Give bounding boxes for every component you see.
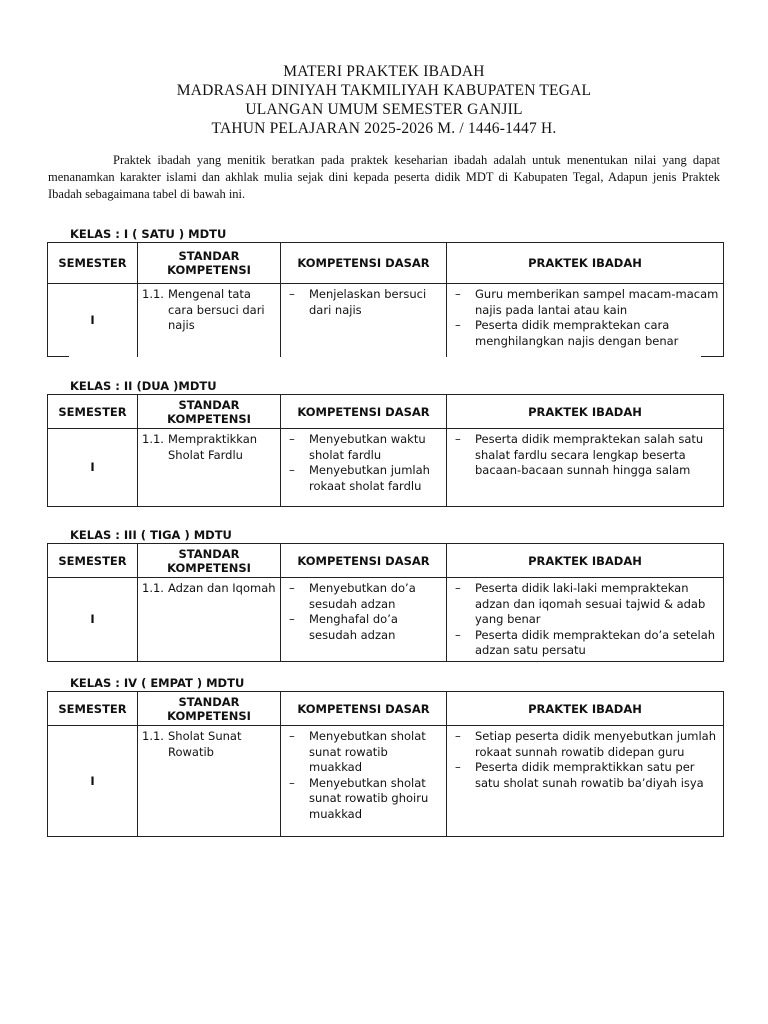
col-praktek-ibadah: PRAKTEK IBADAH	[447, 243, 724, 284]
list-item: – Peserta didik mempraktekan salah satu shalat fardlu secara lengkap beserta bacaan-bacaan sunnah hingga salam	[455, 432, 704, 477]
col-semester: SEMESTER	[48, 544, 138, 578]
sk-text: Mempraktikkan Sholat Fardlu	[168, 432, 258, 462]
document-header	[0, 62, 768, 138]
col-kompetensi-dasar: KOMPETENSI DASAR	[281, 692, 447, 726]
table-row	[48, 726, 724, 837]
col-standar-kompetensi: STANDAR KOMPETENSI	[138, 544, 281, 578]
semester-cell: I	[48, 284, 138, 357]
kelas-title: KELAS : III ( TIGA ) MDTU	[70, 528, 232, 542]
header-institution: MADRASAH DINIYAH TAKMILIYAH KABUPATEN TEGAL	[176, 82, 592, 99]
standar-cell	[138, 429, 281, 507]
semester-cell: I	[48, 726, 138, 837]
praktek-table	[47, 242, 724, 357]
list-item: – Peserta didik mempraktekan cara menghilangkan najis dengan benar	[455, 318, 679, 348]
list-item: – Menjelaskan bersuci dari najis	[289, 287, 427, 317]
kd-cell	[281, 726, 447, 837]
praktek-cell	[447, 429, 724, 507]
section-kelas-3	[47, 527, 723, 662]
sk-number: 1.1.	[142, 432, 164, 446]
list-item: – Menghafal do’a sesudah adzan	[289, 612, 398, 642]
praktek-table	[47, 691, 724, 837]
table-header-row	[48, 395, 724, 429]
intro-paragraph	[48, 152, 720, 203]
col-standar-kompetensi: STANDAR KOMPETENSI	[138, 692, 281, 726]
sk-number: 1.1.	[142, 581, 164, 595]
list-item: – Setiap peserta didik menyebutkan jumlah rokaat sunnah rowatib didepan guru	[455, 729, 716, 759]
list-item: – Peserta didik laki-laki mempraktekan adzan dan iqomah sesuai tajwid & adab yang benar	[455, 581, 706, 626]
table-header-row	[48, 544, 724, 578]
semester-cell: I	[48, 429, 138, 507]
sk-number: 1.1.	[142, 729, 164, 743]
praktek-table	[47, 394, 724, 507]
kd-cell	[281, 284, 447, 357]
col-semester: SEMESTER	[48, 395, 138, 429]
praktek-cell	[447, 578, 724, 662]
intro-text: Praktek ibadah yang menitik beratkan pada praktek keseharian ibadah adalah untuk menentukan nilai yang dapat menanamkan karakter islami dan akhlak mulia sejak dini kepada peserta didik MDT di Kabupaten Tegal, Adapun jenis Praktek Ibadah sebagaimana tabel di bawah ini.	[48, 153, 720, 201]
table-row	[48, 284, 724, 357]
kd-cell	[281, 578, 447, 662]
header-title: MATERI PRAKTEK IBADAH	[283, 63, 485, 80]
section-kelas-4	[47, 675, 723, 837]
col-praktek-ibadah: PRAKTEK IBADAH	[447, 692, 724, 726]
kd-cell	[281, 429, 447, 507]
table-row	[48, 578, 724, 662]
kelas-title: KELAS : IV ( EMPAT ) MDTU	[70, 676, 245, 690]
col-kompetensi-dasar: KOMPETENSI DASAR	[281, 243, 447, 284]
list-item: – Menyebutkan sholat sunat rowatib muakkad	[289, 729, 426, 774]
col-kompetensi-dasar: KOMPETENSI DASAR	[281, 544, 447, 578]
section-kelas-1	[47, 226, 723, 357]
standar-cell	[138, 726, 281, 837]
col-semester: SEMESTER	[48, 243, 138, 284]
list-item: – Menyebutkan jumlah rokaat sholat fardlu	[289, 463, 430, 493]
semester-cell: I	[48, 578, 138, 662]
kelas-title: KELAS : I ( SATU ) MDTU	[70, 227, 227, 241]
praktek-cell	[447, 726, 724, 837]
table-border-stub	[47, 356, 69, 357]
list-item: – Menyebutkan sholat sunat rowatib ghoiru muakkad	[289, 775, 429, 821]
list-item: – Peserta didik mempraktekan do’a setelah adzan satu persatu	[455, 627, 716, 657]
col-praktek-ibadah: PRAKTEK IBADAH	[447, 395, 724, 429]
list-item: – Menyebutkan do’a sesudah adzan	[289, 581, 416, 611]
list-item: – Menyebutkan waktu sholat fardlu	[289, 432, 426, 462]
table-row	[48, 429, 724, 507]
praktek-table	[47, 543, 724, 662]
list-item: – Guru memberikan sampel macam-macam najis pada lantai atau kain	[455, 287, 719, 317]
sk-number: 1.1.	[142, 287, 164, 301]
col-semester: SEMESTER	[48, 692, 138, 726]
sk-text: Sholat Sunat Rowatib	[168, 729, 242, 759]
col-standar-kompetensi: STANDAR KOMPETENSI	[138, 243, 281, 284]
list-item: – Peserta didik mempraktikkan satu per satu sholat sunah rowatib ba’diyah isya	[455, 760, 704, 790]
sk-text: Adzan dan Iqomah	[168, 581, 276, 595]
col-praktek-ibadah: PRAKTEK IBADAH	[447, 544, 724, 578]
standar-cell	[138, 578, 281, 662]
table-header-row	[48, 243, 724, 284]
section-kelas-2	[47, 378, 723, 507]
kelas-title: KELAS : II (DUA )MDTU	[70, 379, 217, 393]
table-border-stub	[701, 356, 723, 357]
header-academic-year: TAHUN PELAJARAN 2025-2026 M. / 1446-1447 H.	[211, 120, 557, 137]
table-header-row	[48, 692, 724, 726]
praktek-cell	[447, 284, 724, 357]
header-exam: ULANGAN UMUM SEMESTER GANJIL	[245, 101, 523, 118]
col-kompetensi-dasar: KOMPETENSI DASAR	[281, 395, 447, 429]
col-standar-kompetensi: STANDAR KOMPETENSI	[138, 395, 281, 429]
sk-text: Mengenal tata cara bersuci dari najis	[168, 287, 265, 332]
standar-cell	[138, 284, 281, 357]
